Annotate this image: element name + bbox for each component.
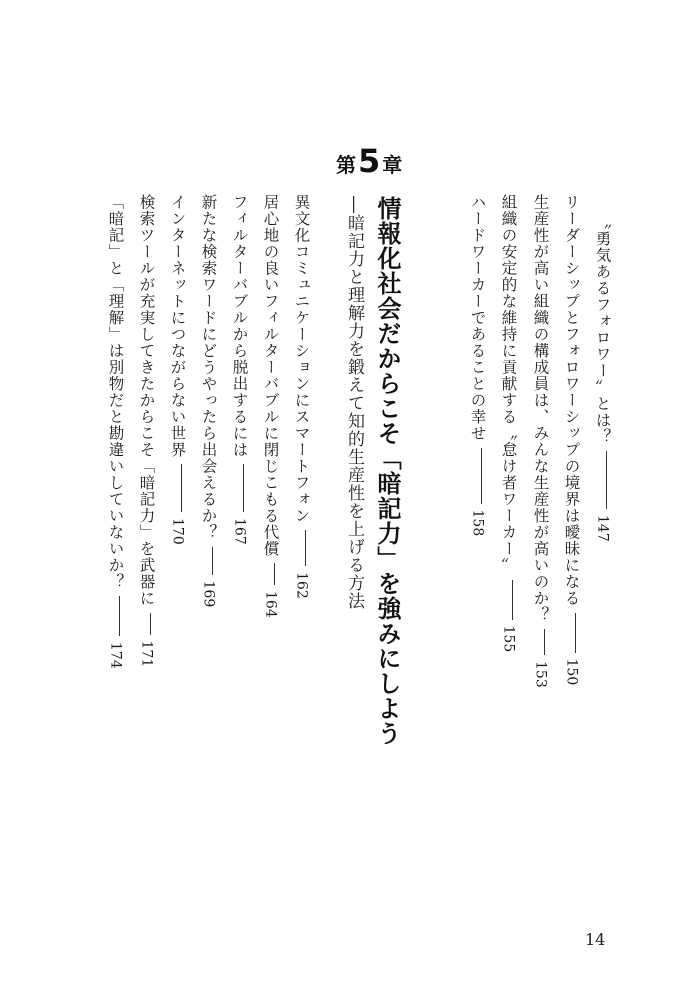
leader-line bbox=[305, 530, 306, 566]
toc-entry[interactable] bbox=[469, 194, 485, 536]
toc-entry[interactable] bbox=[138, 194, 154, 667]
leader-line bbox=[119, 596, 120, 636]
toc-page-number: 174 bbox=[107, 642, 124, 669]
toc-page-number: 167 bbox=[231, 518, 248, 545]
leader-line bbox=[481, 448, 482, 504]
toc-page-number: 164 bbox=[262, 591, 279, 618]
toc-page-number: 150 bbox=[563, 658, 580, 686]
toc-entry[interactable] bbox=[231, 194, 247, 545]
toc-page-number: 171 bbox=[138, 640, 155, 668]
leader-line bbox=[181, 464, 182, 512]
chapter-title: 情報化社会だからこそ「暗記力」を強みにしよう bbox=[373, 196, 401, 746]
toc-entry-text: フィルターバブルから脱出するには bbox=[230, 194, 249, 458]
leader-line bbox=[150, 613, 151, 635]
toc-entry[interactable] bbox=[500, 194, 516, 652]
leader-line bbox=[274, 563, 275, 585]
toc-entry-text: リーダーシップとフォロワーシップの境界は曖昧になる bbox=[562, 194, 581, 607]
toc-entry-text: ハードワーカーであることの幸せ bbox=[468, 194, 487, 442]
toc-entry-text: 組織の安定的な維持に貢献する〝怠け者ワーカー〟 bbox=[499, 194, 518, 574]
chapter-number: 5 bbox=[358, 142, 381, 180]
toc-entry[interactable] bbox=[563, 194, 579, 685]
toc-page-number: 170 bbox=[169, 518, 186, 545]
toc-entry[interactable] bbox=[262, 194, 278, 618]
chapter-suffix: 章 bbox=[382, 153, 403, 177]
leader-line bbox=[575, 613, 576, 653]
toc-entry-text: インターネットにつながらない世界 bbox=[168, 194, 187, 458]
toc-entry[interactable] bbox=[107, 194, 123, 669]
toc-entry[interactable] bbox=[293, 194, 309, 599]
leader-line bbox=[606, 451, 607, 509]
toc-page-number: 158 bbox=[469, 509, 486, 537]
leader-line bbox=[212, 547, 213, 575]
toc-entry-text: 〝勇気あるフォロワー〟とは？ bbox=[593, 214, 612, 445]
chapter-subtitle: ―暗記力と理解力を鍛えて知的生産性を上げる方法 bbox=[344, 196, 364, 610]
chapter-prefix: 第 bbox=[336, 153, 356, 177]
toc-entry-text: 異文化コミュニケーションにスマートフォン bbox=[292, 194, 311, 524]
toc-entry[interactable] bbox=[594, 214, 610, 542]
toc-page-number: 155 bbox=[500, 625, 517, 653]
toc-page-number: 153 bbox=[532, 661, 549, 688]
page-number: 14 bbox=[585, 930, 606, 949]
toc-entry[interactable] bbox=[532, 194, 548, 688]
chapter-label bbox=[336, 142, 406, 180]
leader-line bbox=[544, 629, 545, 655]
toc-entry-text: 検索ツールが充実してきたからこそ「暗記力」を武器に bbox=[137, 194, 156, 607]
toc-entry-text: 新たな検索ワードにどうやったら出会えるか？ bbox=[199, 194, 218, 541]
leader-line bbox=[512, 580, 513, 620]
toc-entry-text: 「暗記」と「理解」は別物だと勘違いしていないか？ bbox=[106, 194, 125, 590]
toc-entry[interactable] bbox=[200, 194, 216, 607]
toc-page-number: 169 bbox=[200, 580, 217, 608]
toc-entry-text: 生産性が高い組織の構成員は、みんな生産性が高いのか？ bbox=[531, 194, 550, 623]
toc-entry-text: 居心地の良いフィルターバブルに閉じこもる代償 bbox=[261, 194, 280, 557]
toc-page-number: 147 bbox=[594, 515, 611, 542]
leader-line bbox=[243, 464, 244, 512]
toc-page-number: 162 bbox=[293, 572, 310, 599]
toc-entry[interactable] bbox=[169, 194, 185, 545]
